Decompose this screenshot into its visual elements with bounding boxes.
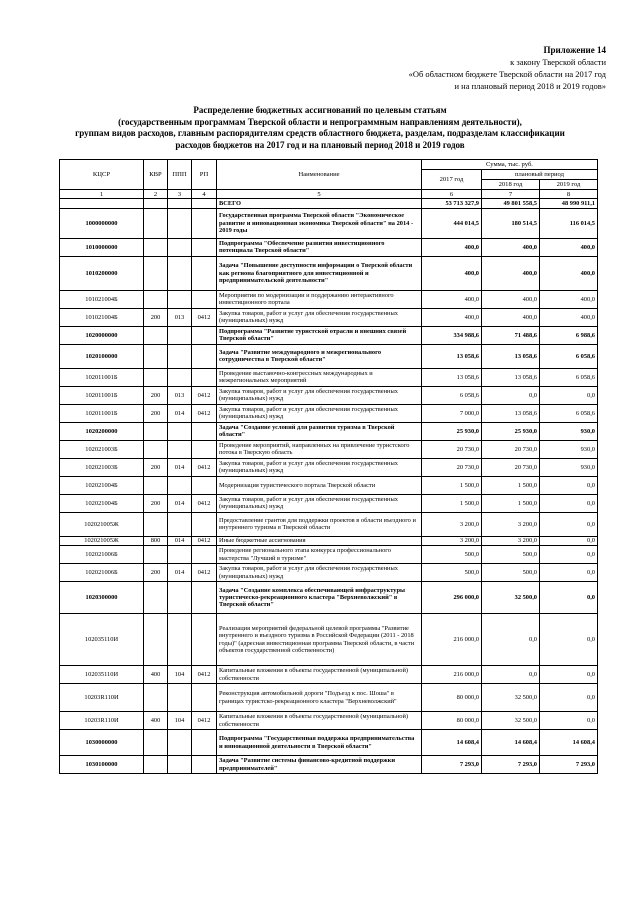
row-rp (192, 730, 217, 756)
row-rp (192, 256, 217, 290)
row-kcsr: 101021004Б (60, 290, 144, 308)
row-kvr (144, 582, 168, 614)
row-amount-2018: 32 500,0 (482, 712, 540, 730)
row-kcsr: 102021004Б (60, 476, 144, 494)
row-amount-2018: 13 058,6 (482, 368, 540, 386)
row-amount-2017: 7 293,0 (422, 756, 482, 774)
row-amount-2019: 14 608,4 (540, 730, 598, 756)
row-name: Закупка товаров, работ и услуг для обеспечения государственных (муниципальных) нужд (217, 386, 422, 404)
row-amount-2018: 20 730,0 (482, 440, 540, 458)
row-amount-2019: 0,0 (540, 666, 598, 684)
row-amount-2019: 6 058,6 (540, 404, 598, 422)
row-kcsr: 1010200000 (60, 256, 144, 290)
table-row (60, 684, 598, 712)
row-kcsr: 102035110И (60, 666, 144, 684)
row-amount-2017: 7 000,0 (422, 404, 482, 422)
row-kcsr: 1030100000 (60, 756, 144, 774)
row-amount-2019: 0,0 (540, 494, 598, 512)
row-amount-2019: 6 058,6 (540, 368, 598, 386)
row-amount-2017: 1 500,0 (422, 494, 482, 512)
row-name: Проведение регионального этапа конкурса профессионального мастерства "Лучший в туризме" (217, 546, 422, 564)
column-number: 1 (60, 190, 144, 199)
row-name: Закупка товаров, работ и услуг для обеспечения государственных (муниципальных) нужд (217, 494, 422, 512)
table-row (60, 458, 598, 476)
appendix-line: к закону Тверской области (510, 57, 606, 67)
row-kvr (144, 476, 168, 494)
row-kcsr: 102021003Б (60, 458, 144, 476)
row-amount-2019: 400,0 (540, 256, 598, 290)
row-ppp: 104 (168, 666, 192, 684)
row-amount-2017: 20 730,0 (422, 440, 482, 458)
row-amount-2018: 400,0 (482, 256, 540, 290)
row-kcsr: 102011001Б (60, 404, 144, 422)
table-row (60, 422, 598, 440)
appendix-line: и на плановый период 2018 и 2019 годов» (454, 81, 606, 91)
row-amount-2017: 13 058,6 (422, 344, 482, 368)
row-kcsr: 101021004Б (60, 308, 144, 326)
row-kvr (144, 756, 168, 774)
row-amount-2019: 48 990 911,1 (540, 199, 598, 208)
budget-table (59, 159, 598, 774)
row-amount-2017: 53 713 327,9 (422, 199, 482, 208)
column-number: 8 (540, 190, 598, 199)
row-rp (192, 684, 217, 712)
row-amount-2019: 400,0 (540, 238, 598, 256)
row-kvr (144, 208, 168, 238)
table-row (60, 614, 598, 666)
row-rp: 0412 (192, 386, 217, 404)
row-ppp: 014 (168, 404, 192, 422)
row-amount-2018: 13 058,6 (482, 404, 540, 422)
row-name: Задача "Развитие системы финансово-кредитной поддержки предпринимателей" (217, 756, 422, 774)
row-rp (192, 422, 217, 440)
row-name: Модернизация туристического портала Тверской области (217, 476, 422, 494)
row-amount-2018: 400,0 (482, 238, 540, 256)
row-name: Закупка товаров, работ и услуг для обеспечения государственных (муниципальных) нужд (217, 458, 422, 476)
table-row (60, 404, 598, 422)
row-ppp (168, 582, 192, 614)
row-name: Задача "Развитие международного и межрегионального сотрудничества в Тверской области" (217, 344, 422, 368)
column-number: 6 (422, 190, 482, 199)
row-kvr (144, 422, 168, 440)
row-ppp (168, 546, 192, 564)
table-row (60, 582, 598, 614)
row-rp (192, 546, 217, 564)
row-amount-2017: 216 000,0 (422, 666, 482, 684)
row-name: ВСЕГО (217, 199, 422, 208)
row-kvr (144, 440, 168, 458)
row-ppp (168, 422, 192, 440)
row-name: Иные бюджетные ассигнования (217, 536, 422, 545)
column-number: 4 (192, 190, 217, 199)
row-name: Государственная программа Тверской области "Экономическое развитие и инновационная экономика Тверской области" на 2014 - 2019 годы (217, 208, 422, 238)
row-kvr: 200 (144, 308, 168, 326)
row-amount-2018: 500,0 (482, 564, 540, 582)
row-amount-2017: 444 014,5 (422, 208, 482, 238)
table-row (60, 756, 598, 774)
row-name: Реконструкция автомобильной дороги "Подъезд к пос. Шоша" в границах туристско-рекреационного кластера "Верхневолжский" (217, 684, 422, 712)
row-name: Подпрограмма "Государственная поддержка предпринимательства и инновационной деятельности в Тверской области" (217, 730, 422, 756)
row-amount-2017: 400,0 (422, 308, 482, 326)
row-amount-2017: 14 608,4 (422, 730, 482, 756)
table-row (60, 712, 598, 730)
table-row (60, 666, 598, 684)
row-amount-2018: 1 500,0 (482, 476, 540, 494)
table-row (60, 308, 598, 326)
row-amount-2019: 0,0 (540, 546, 598, 564)
row-amount-2019: 0,0 (540, 536, 598, 545)
row-amount-2018: 180 514,5 (482, 208, 540, 238)
row-amount-2018: 400,0 (482, 290, 540, 308)
row-amount-2018: 7 293,0 (482, 756, 540, 774)
row-name: Капитальные вложения в объекты государственной (муниципальной) собственности (217, 712, 422, 730)
row-kcsr: 1020000000 (60, 326, 144, 344)
row-kcsr: 10203R110И (60, 684, 144, 712)
row-ppp (168, 238, 192, 256)
table-row (60, 512, 598, 536)
row-kcsr: 102035110И (60, 614, 144, 666)
header-sum: Сумма, тыс. руб. (422, 160, 598, 170)
row-amount-2019: 930,0 (540, 422, 598, 440)
row-rp: 0412 (192, 404, 217, 422)
row-ppp: 013 (168, 308, 192, 326)
row-amount-2018: 400,0 (482, 308, 540, 326)
row-amount-2018: 3 200,0 (482, 512, 540, 536)
title-line: (государственным программам Тверской области и непрограммным направлениям деятельности), (118, 116, 522, 127)
table-row (60, 536, 598, 545)
row-amount-2018: 20 730,0 (482, 458, 540, 476)
row-amount-2019: 0,0 (540, 512, 598, 536)
row-kvr (144, 326, 168, 344)
document-title (28, 105, 612, 151)
row-rp: 0412 (192, 458, 217, 476)
header-2018: 2018 год (482, 180, 540, 190)
table-row (60, 564, 598, 582)
row-name: Подпрограмма "Обеспечение развития инвестиционного потенциала Тверской области" (217, 238, 422, 256)
row-kcsr (60, 199, 144, 208)
row-kcsr: 102021006Б (60, 564, 144, 582)
row-amount-2017: 334 988,6 (422, 326, 482, 344)
title-line: Распределение бюджетных ассигнований по целевым статьям (193, 105, 447, 115)
row-kcsr: 102021005Ж (60, 512, 144, 536)
row-amount-2018: 25 930,0 (482, 422, 540, 440)
row-ppp (168, 344, 192, 368)
row-ppp (168, 199, 192, 208)
table-row (60, 476, 598, 494)
row-amount-2019: 0,0 (540, 684, 598, 712)
table-row (60, 368, 598, 386)
table-row (60, 290, 598, 308)
row-rp (192, 476, 217, 494)
row-kcsr: 1020100000 (60, 344, 144, 368)
table-row (60, 256, 598, 290)
row-amount-2017: 216 000,0 (422, 614, 482, 666)
table-body (60, 199, 598, 774)
table-row (60, 344, 598, 368)
row-amount-2019: 116 014,5 (540, 208, 598, 238)
row-kvr (144, 290, 168, 308)
row-amount-2019: 930,0 (540, 440, 598, 458)
header-2019: 2019 год (540, 180, 598, 190)
table-row (60, 199, 598, 208)
row-rp (192, 440, 217, 458)
row-kvr: 200 (144, 458, 168, 476)
table-row (60, 238, 598, 256)
row-name: Подпрограмма "Развитие туристской отрасли и внешних связей Тверской области" (217, 326, 422, 344)
row-kvr (144, 546, 168, 564)
row-kcsr: 102021003Б (60, 440, 144, 458)
row-amount-2018: 14 608,4 (482, 730, 540, 756)
row-name: Задача "Создание комплекса обеспечивающей инфраструктуры туристическо-рекреационного кластера "Верхневолжский" в Тверской области" (217, 582, 422, 614)
row-amount-2019: 6 988,6 (540, 326, 598, 344)
header-name: Наименование (217, 160, 422, 190)
row-amount-2017: 400,0 (422, 290, 482, 308)
row-amount-2017: 6 058,6 (422, 386, 482, 404)
row-name: Закупка товаров, работ и услуг для обеспечения государственных (муниципальных) нужд (217, 308, 422, 326)
row-kcsr: 1030000000 (60, 730, 144, 756)
table-row (60, 326, 598, 344)
row-ppp: 013 (168, 386, 192, 404)
row-amount-2018: 0,0 (482, 666, 540, 684)
title-line: расходов бюджетов на 2017 год и на плановый период 2018 и 2019 годов (175, 139, 465, 150)
row-amount-2017: 20 730,0 (422, 458, 482, 476)
row-kvr (144, 344, 168, 368)
row-amount-2017: 1 500,0 (422, 476, 482, 494)
row-amount-2018: 3 200,0 (482, 536, 540, 545)
row-ppp (168, 440, 192, 458)
row-kcsr: 1020300000 (60, 582, 144, 614)
row-amount-2019: 0,0 (540, 712, 598, 730)
row-kcsr: 102011001Б (60, 368, 144, 386)
row-kvr (144, 730, 168, 756)
row-kcsr: 102021006Б (60, 546, 144, 564)
row-amount-2018: 49 801 558,5 (482, 199, 540, 208)
row-ppp (168, 614, 192, 666)
row-ppp: 014 (168, 564, 192, 582)
row-kvr: 200 (144, 564, 168, 582)
row-rp: 0412 (192, 536, 217, 545)
row-ppp (168, 684, 192, 712)
row-rp (192, 208, 217, 238)
row-amount-2019: 930,0 (540, 458, 598, 476)
row-amount-2018: 0,0 (482, 614, 540, 666)
row-kcsr: 102021005Ж (60, 536, 144, 545)
row-rp (192, 326, 217, 344)
row-name: Капитальные вложения в объекты государственной (муниципальной) собственности (217, 666, 422, 684)
row-amount-2018: 13 058,6 (482, 344, 540, 368)
row-amount-2017: 3 200,0 (422, 536, 482, 545)
row-amount-2018: 71 488,6 (482, 326, 540, 344)
row-amount-2019: 0,0 (540, 386, 598, 404)
row-kcsr: 1010000000 (60, 238, 144, 256)
row-name: Предоставление грантов для поддержки проектов в области въездного и внутреннего туризма в Тверской области (217, 512, 422, 536)
row-kcsr: 1020200000 (60, 422, 144, 440)
row-amount-2018: 0,0 (482, 386, 540, 404)
row-ppp (168, 326, 192, 344)
row-amount-2018: 500,0 (482, 546, 540, 564)
row-rp (192, 290, 217, 308)
column-number: 2 (144, 190, 168, 199)
appendix-block (409, 44, 606, 92)
row-kvr: 200 (144, 386, 168, 404)
table-row (60, 386, 598, 404)
table-row (60, 546, 598, 564)
row-amount-2019: 0,0 (540, 476, 598, 494)
row-ppp (168, 256, 192, 290)
row-amount-2018: 1 500,0 (482, 494, 540, 512)
column-number: 5 (217, 190, 422, 199)
row-amount-2019: 0,0 (540, 614, 598, 666)
row-amount-2019: 0,0 (540, 564, 598, 582)
row-kvr (144, 199, 168, 208)
row-amount-2019: 0,0 (540, 582, 598, 614)
row-amount-2017: 400,0 (422, 238, 482, 256)
row-amount-2017: 500,0 (422, 546, 482, 564)
table-row (60, 440, 598, 458)
row-amount-2017: 400,0 (422, 256, 482, 290)
row-ppp: 014 (168, 494, 192, 512)
table-row (60, 208, 598, 238)
table-row (60, 730, 598, 756)
row-name: Реализация мероприятий федеральной целевой программы "Развитие внутреннего и въездного туризма в Российской Федерации (2011 - 2018 годы)" (адресная инвестиционная программа Тверской области, в части объектов государственной собственности) (217, 614, 422, 666)
row-ppp (168, 512, 192, 536)
row-kcsr: 102011001Б (60, 386, 144, 404)
row-kvr (144, 512, 168, 536)
column-number: 3 (168, 190, 192, 199)
row-rp (192, 614, 217, 666)
row-ppp (168, 730, 192, 756)
row-kcsr: 102021004Б (60, 494, 144, 512)
row-ppp (168, 476, 192, 494)
header-rp: РП (192, 160, 217, 190)
row-rp: 0412 (192, 308, 217, 326)
row-kvr: 200 (144, 494, 168, 512)
header-kvr: КВР (144, 160, 168, 190)
row-ppp: 104 (168, 712, 192, 730)
row-ppp: 014 (168, 536, 192, 545)
row-ppp (168, 290, 192, 308)
header-ppp: ППП (168, 160, 192, 190)
row-kvr: 200 (144, 404, 168, 422)
row-ppp (168, 208, 192, 238)
row-amount-2019: 400,0 (540, 290, 598, 308)
row-rp (192, 756, 217, 774)
row-rp (192, 368, 217, 386)
row-kvr: 400 (144, 666, 168, 684)
row-name: Проведение мероприятий, направленных на привлечение туристского потока в Тверскую область (217, 440, 422, 458)
row-amount-2017: 3 200,0 (422, 512, 482, 536)
row-name: Мероприятия по модернизации и поддержанию интерактивного инвестиционного портала (217, 290, 422, 308)
row-name: Закупка товаров, работ и услуг для обеспечения государственных (муниципальных) нужд (217, 564, 422, 582)
row-amount-2017: 296 000,0 (422, 582, 482, 614)
row-amount-2017: 80 000,0 (422, 712, 482, 730)
row-rp (192, 199, 217, 208)
row-rp (192, 582, 217, 614)
row-kvr (144, 256, 168, 290)
row-ppp (168, 368, 192, 386)
header-kcsr: КЦСР (60, 160, 144, 190)
row-kvr: 800 (144, 536, 168, 545)
row-kvr (144, 238, 168, 256)
row-amount-2019: 400,0 (540, 308, 598, 326)
appendix-title: Приложение 14 (543, 45, 606, 55)
row-name: Задача "Повышение доступности информации о Тверской области как региона благоприятного для инвестиционной и предпринимательской деятельности" (217, 256, 422, 290)
column-number: 7 (482, 190, 540, 199)
row-kcsr: 1000000000 (60, 208, 144, 238)
row-rp: 0412 (192, 666, 217, 684)
row-rp: 0412 (192, 712, 217, 730)
row-amount-2018: 32 500,0 (482, 582, 540, 614)
row-rp: 0412 (192, 494, 217, 512)
row-rp: 0412 (192, 564, 217, 582)
row-name: Задача "Создание условий для развития туризма в Тверской области" (217, 422, 422, 440)
row-kvr (144, 368, 168, 386)
row-rp (192, 238, 217, 256)
row-amount-2017: 80 000,0 (422, 684, 482, 712)
row-rp (192, 512, 217, 536)
row-kvr (144, 614, 168, 666)
row-ppp (168, 756, 192, 774)
row-name: Проведение выставочно-конгрессных международных и межрегиональных мероприятий (217, 368, 422, 386)
row-amount-2017: 13 058,6 (422, 368, 482, 386)
row-amount-2017: 25 930,0 (422, 422, 482, 440)
title-line: группам видов расходов, главным распорядителям средств областного бюджета, разделам, подразделам классификации (75, 128, 565, 138)
row-amount-2017: 500,0 (422, 564, 482, 582)
row-amount-2019: 7 293,0 (540, 756, 598, 774)
row-name: Закупка товаров, работ и услуг для обеспечения государственных (муниципальных) нужд (217, 404, 422, 422)
appendix-line: «Об областном бюджете Тверской области на 2017 год (408, 69, 606, 79)
row-kcsr: 10203R110И (60, 712, 144, 730)
row-kvr (144, 684, 168, 712)
row-amount-2019: 6 058,6 (540, 344, 598, 368)
header-plan-period: плановый период (482, 170, 598, 180)
row-ppp: 014 (168, 458, 192, 476)
row-amount-2018: 32 500,0 (482, 684, 540, 712)
header-2017: 2017 год (422, 170, 482, 190)
row-kvr: 400 (144, 712, 168, 730)
row-rp (192, 344, 217, 368)
table-row (60, 494, 598, 512)
